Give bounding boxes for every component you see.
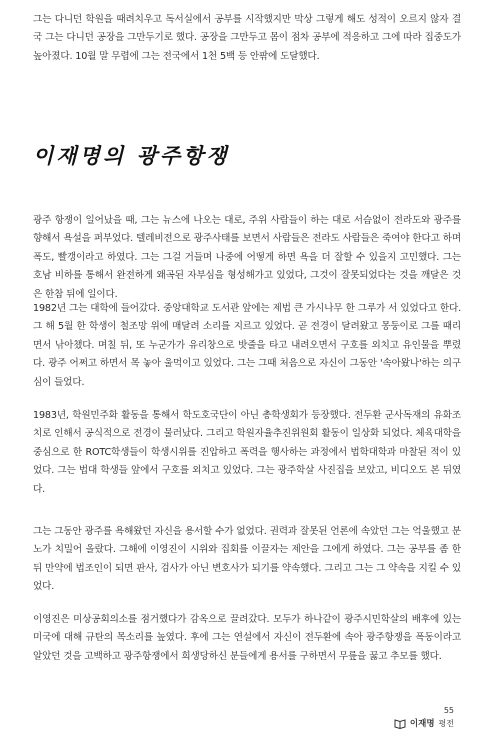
paragraph-5: 이영진은 미상공회의소를 점거했다가 감옥으로 끌려갔다. 모두가 하나같이 광주시민학살의 배후에 있는 미국에 대해 규탄의 목소리를 높였다. 후에 그는 연설에서 자신이 전두환에 속아 광주항쟁을 폭동이라고 알았던 것을 고백하고 광주항쟁에서 희생당하신 분들에게 용서를 구하면서 무릎을 꿇고 추모를 했다. <box>33 614 461 662</box>
footer-brand-name: 이재명 <box>409 719 435 729</box>
intro-paragraph: 그는 다니던 학원을 때려치우고 독서실에서 공부를 시작했지만 막상 그렇게 해도 성적이 오르지 않자 결국 그는 다니던 공장을 그만두기로 했다. 공장을 그만두고 몸이 점차 공부에 적응하고 그에 따라 집중도가 높아졌다. 10월 말 무렵에 그는 전국에서 1천 5백 등 안팎에 도달했다. <box>33 14 461 62</box>
paragraph-4: 그는 그동안 광주를 욕해왔던 자신을 용서할 수가 없었다. 권력과 잘못된 언론에 속았던 그는 억울했고 분노가 치밀어 올랐다. 그해에 이영진이 시위와 집회를 이끌자는 제안을 그에게 하였다. 그는 공부를 좀 한 뒤 만약에 법조인이 되면 판사, 검사가 아닌 변호사가 되기를 약속했다. 그리고 그는 그 약속을 지킬 수 있었다. <box>33 526 461 593</box>
page-number: 55 <box>443 706 454 715</box>
paragraph-1: 광주 항쟁이 일어났을 때, 그는 뉴스에 나오는 대로, 주위 사람들이 하는 대로 서슴없이 전라도와 광주를 향해서 욕설을 퍼부었다. 텔레비전으로 광주사태를 보면서 사람들은 전라도 사람들은 죽여야 한다고 하며 폭도, 빨갱이라고 하였다. 그는 그걸 거들며 나중에 어떻게 하면 욕을 더 잘할 수 있을지 고민했다. 그는 호남 비하를 통해서 완전하게 왜곡된 자부심을 형성해가고 있었다, 그것이 잘못되었다는 것을 깨달은 것은 한참 뒤에 일이다. <box>33 215 461 300</box>
paragraph-3: 1983년, 학원민주화 활동을 통해서 학도호국단이 아닌 총학생회가 등장했다. 전두환 군사독재의 유화조치로 인해서 공식적으로 전경이 물러났다. 그리고 학원자율추진위원회 활동이 일상화 되었다. 체육대학을 중심으로 한 ROTC학생들이 학생시위를 진압하고 폭력을 행사하는 과정에서 법학대학과 마찰된 적이 있었다. 그는 법대 학생들 앞에서 구호를 외치고 있었다. 그는 광주학살 사진집을 보았고, 비디오도 본 뒤였다. <box>33 410 461 495</box>
footer-brand-suffix: 평전 <box>438 718 454 728</box>
paragraph-2: 1982년 그는 대학에 들어갔다. 중앙대학교 도서관 앞에는 제법 큰 가시나무 한 그루가 서 있었다고 한다. 그 해 5월 한 학생이 철조망 위에 매달려 소리를 지르고 있었다. 곧 전경이 달려왔고 몽둥이로 그를 때리면서 낚아챘다. 며칠 뒤, 또 누군가가 유리창으로 밧줄을 타고 내려오면서 구호를 외치고 유인물을 뿌렸다. 광주 어쩌고 하면서 목 놓아 울먹이고 있었다. 그는 그때 처음으로 자신이 그동안 '속아왔나'하는 의구심이 들었다. <box>33 303 461 388</box>
section-title: 이재명의 광주항쟁 <box>33 143 230 168</box>
page-footer <box>394 706 454 729</box>
book-logo-icon <box>394 717 406 729</box>
footer-brand <box>394 717 454 729</box>
